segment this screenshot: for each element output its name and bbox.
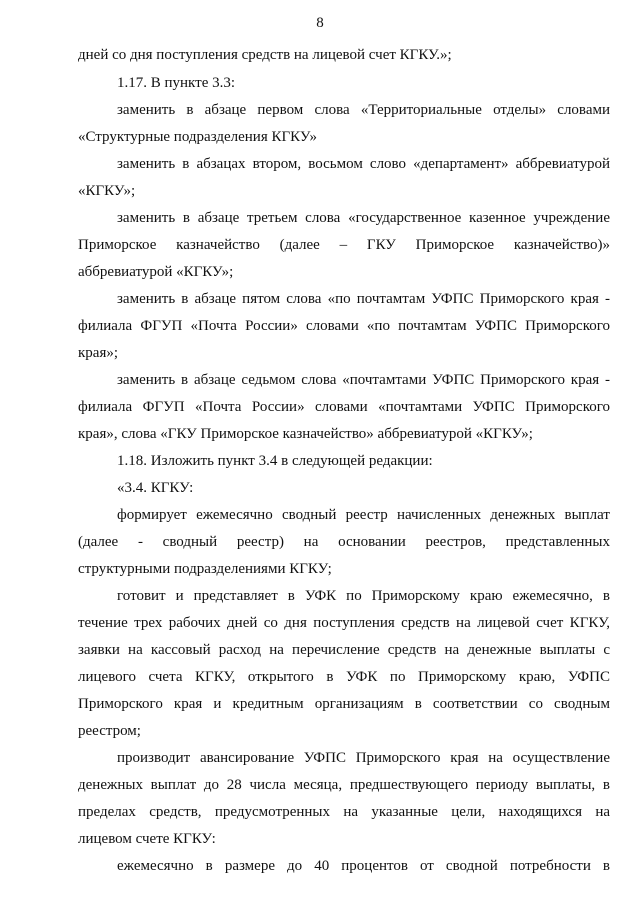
text-line: «Структурные подразделения КГКУ»	[78, 129, 318, 145]
text-line: Приморского края и кредитным организациям в соответствии со сводным	[78, 696, 610, 712]
text-line: филиала ФГУП «Почта России» словами «по почтамтам УФПС Приморского	[78, 318, 610, 334]
text-line: структурными подразделениями КГКУ;	[78, 561, 332, 577]
text-line: реестром;	[78, 723, 141, 739]
text-line: готовит и представляет в УФК по Приморскому краю ежемесячно, в	[117, 588, 610, 604]
text-line: лицевого счета КГКУ, открытого в УФК по Приморскому краю, УФПС	[78, 669, 610, 685]
text-line: денежных выплат до 28 числа месяца, предшествующего периоду выплаты, в	[78, 777, 610, 793]
text-line: филиала ФГУП «Почта России» словами «почтамтами УФПС Приморского	[78, 399, 610, 415]
text-line: заменить в абзацах втором, восьмом слово «департамент» аббревиатурой	[117, 156, 610, 172]
text-line: лицевом счете КГКУ:	[78, 831, 216, 847]
text-line: течение трех рабочих дней со дня поступления средств на лицевой счет КГКУ,	[78, 615, 610, 631]
text-line: края», слова «ГКУ Приморское казначейство» аббревиатурой «КГКУ»;	[78, 426, 533, 442]
text-line: производит авансирование УФПС Приморского края на осуществление	[117, 750, 610, 766]
text-line: заменить в абзаце седьмом слова «почтамтами УФПС Приморского края -	[117, 372, 610, 388]
text-line: формирует ежемесячно сводный реестр начисленных денежных выплат	[117, 507, 610, 523]
text-line: дней со дня поступления средств на лицевой счет КГКУ.»;	[78, 47, 452, 63]
text-line: заявки на кассовый расход на перечисление средств на денежные выплаты с	[78, 642, 610, 658]
text-line: пределах средств, предусмотренных на указанные цели, находящихся на	[78, 804, 610, 820]
text-line: Приморское казначейство (далее – ГКУ Приморское казначейство)»	[78, 237, 610, 253]
text-line: заменить в абзаце третьем слова «государственное казенное учреждение	[117, 210, 610, 226]
text-line: 1.17. В пункте 3.3:	[117, 75, 236, 91]
text-line: заменить в абзаце пятом слова «по почтамтам УФПС Приморского края -	[117, 291, 610, 307]
text-line: «3.4. КГКУ:	[117, 480, 194, 496]
text-line: (далее - сводный реестр) на основании реестров, представленных	[78, 534, 610, 550]
page-number: 8	[316, 15, 324, 31]
text-line: 1.18. Изложить пункт 3.4 в следующей редакции:	[117, 453, 433, 469]
text-line: заменить в абзаце первом слова «Территориальные отделы» словами	[117, 102, 610, 118]
text-line: аббревиатурой «КГКУ»;	[78, 264, 234, 280]
text-line: края»;	[78, 345, 119, 361]
text-line: «КГКУ»;	[78, 183, 136, 199]
text-line: ежемесячно в размере до 40 процентов от сводной потребности в	[117, 858, 610, 874]
